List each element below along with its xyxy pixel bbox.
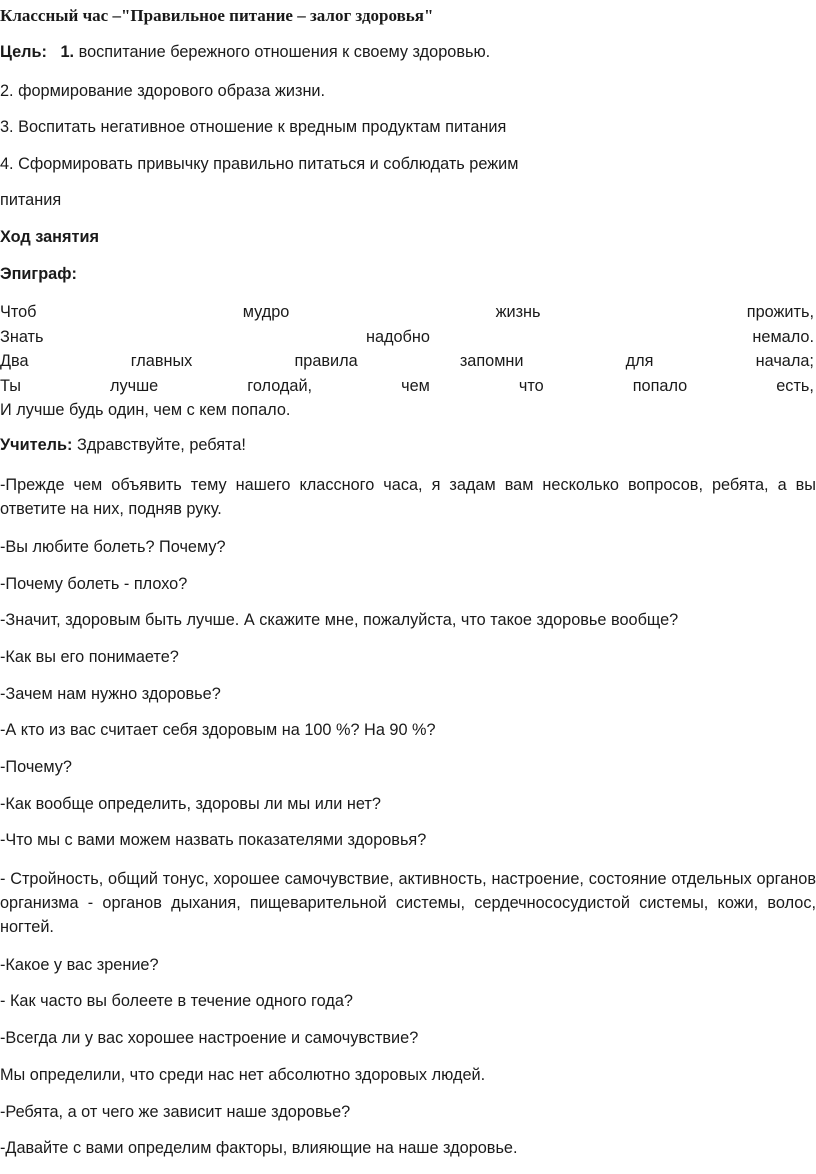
goal-item-4-continued: питания (0, 191, 62, 209)
indicators-paragraph: - Стройность, общий тонус, хорошее самочувствие, активность, настроение, состояние отдельных органов организма - органов дыхания, пищеварительной системы, сердечнососудистой системы, кожи, волос, ногтей. (0, 870, 816, 936)
epigraph-word: Два (0, 352, 29, 370)
question-line: -Как вообще определить, здоровы ли мы или нет? (0, 795, 381, 813)
question-line: - Как часто вы болеете в течение одного года? (0, 992, 353, 1010)
goal-item-2: 2. формирование здорового образа жизни. (0, 82, 326, 100)
question-line: -Ребята, а от чего же зависит наше здоровье? (0, 1103, 351, 1121)
epigraph-line-4 (0, 376, 814, 396)
epigraph-word: запомни (459, 352, 524, 370)
epigraph-word: голодай, (247, 377, 313, 395)
teacher-greeting (0, 435, 814, 455)
epigraph-word: жизнь (495, 303, 541, 321)
epigraph-line-5: И лучше будь один, чем с кем попало. (0, 401, 291, 419)
epigraph-word: есть, (776, 377, 814, 395)
goal-item-1: воспитание бережного отношения к своему здоровью. (78, 43, 491, 61)
epigraph-word: лучше (109, 377, 159, 395)
epigraph-word: мудро (242, 303, 290, 321)
teacher-text: Здравствуйте, ребята! (76, 436, 246, 454)
question-line: -Значит, здоровым быть лучше. А скажите мне, пожалуйста, что такое здоровье вообще? (0, 611, 679, 629)
question-line: -Давайте с вами определим факторы, влияющие на наше здоровье. (0, 1139, 518, 1157)
epigraph-word: главных (130, 352, 193, 370)
goal-line (0, 42, 814, 62)
epigraph-word: чем (401, 377, 430, 395)
epigraph-line-1 (0, 302, 814, 322)
epigraph-word: Знать (0, 328, 44, 346)
question-line: -Как вы его понимаете? (0, 648, 179, 666)
question-line: -Зачем нам нужно здоровье? (0, 685, 221, 703)
question-line: -Почему болеть - плохо? (0, 575, 188, 593)
question-line: -Вы любите болеть? Почему? (0, 538, 226, 556)
goal-label: Цель: (0, 43, 47, 61)
question-line: -Почему? (0, 758, 72, 776)
question-line: -А кто из вас считает себя здоровым на 100 %? На 90 %? (0, 721, 436, 739)
epigraph-word: начала; (755, 352, 814, 370)
document-title: Классный час –"Правильное питание – залог здоровья" (0, 6, 434, 25)
goal-item-number: 1. (60, 43, 75, 61)
goal-item-4: 4. Сформировать привычку правильно питаться и соблюдать режим (0, 155, 519, 173)
question-line: -Всегда ли у вас хорошее настроение и самочувствие? (0, 1029, 419, 1047)
question-line: -Какое у вас зрение? (0, 956, 159, 974)
epigraph-word: надобно (365, 328, 430, 346)
epigraph-word: что (518, 377, 544, 395)
epigraph-word: прожить, (746, 303, 814, 321)
epigraph-word: Чтоб (0, 303, 37, 321)
epigraph-word: Ты (0, 377, 21, 395)
lesson-heading: Ход занятия (0, 228, 99, 246)
epigraph-word: правила (294, 352, 358, 370)
epigraph-line-2 (0, 327, 814, 347)
epigraph-word: попало (632, 377, 688, 395)
goal-item-3: 3. Воспитать негативное отношение к вредным продуктам питания (0, 118, 507, 136)
epigraph-line-3 (0, 351, 814, 371)
intro-paragraph: -Прежде чем объявить тему нашего классного часа, я задам вам несколько вопросов, ребята, а вы ответите на них, подняв руку. (0, 476, 816, 518)
epigraph-word: немало. (752, 328, 814, 346)
teacher-label: Учитель: (0, 436, 73, 454)
question-line: -Что мы с вами можем назвать показателями здоровья? (0, 831, 427, 849)
epigraph-heading: Эпиграф: (0, 265, 77, 283)
statement-line: Мы определили, что среди нас нет абсолютно здоровых людей. (0, 1066, 486, 1084)
epigraph-word: для (625, 352, 654, 370)
